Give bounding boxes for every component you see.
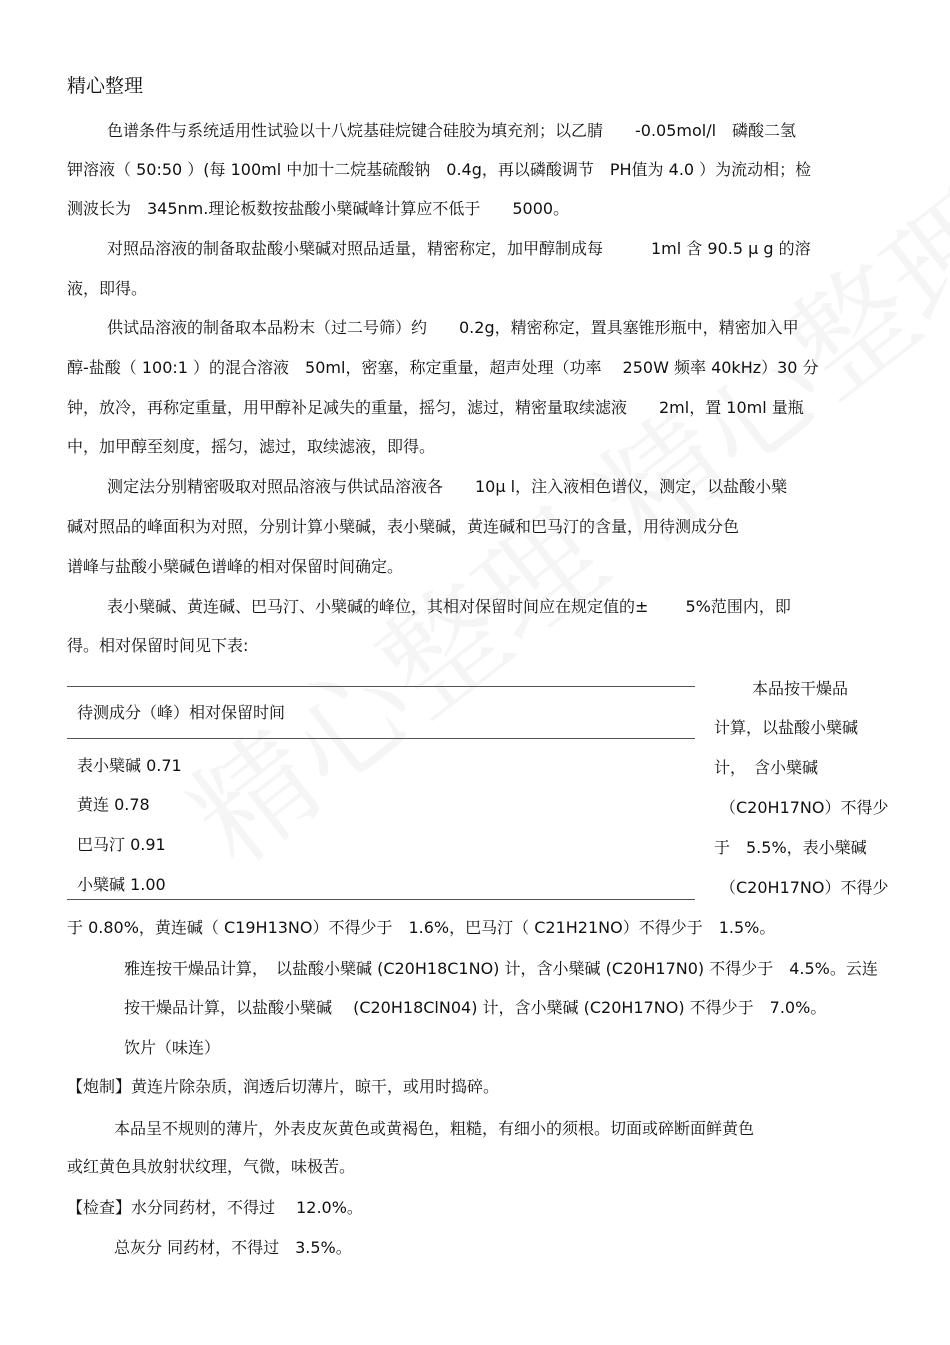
paragraph-line: 雅连按干燥品计算， 以盐酸小檗碱 (C20H18C1NO) 计，含小檗碱 (C20H17N0) 不得少于 4.5%。云连 bbox=[124, 959, 878, 978]
table-row: 巴马汀 0.91 bbox=[77, 835, 166, 854]
table-header: 待测成分（峰）相对保留时间 bbox=[77, 703, 286, 722]
side-line: 计算，以盐酸小檗碱 bbox=[714, 718, 859, 737]
section-title: 饮片（味连） bbox=[124, 1038, 221, 1057]
side-line: 计， 含小檗碱 bbox=[714, 758, 819, 777]
page-header: 精心整理 bbox=[67, 75, 144, 97]
paragraph-line: 得。相对保留时间见下表: bbox=[67, 636, 249, 655]
paragraph-line: 醇-盐酸（ 100:1 ）的混合溶液 50ml，密塞，称定重量，超声处理（功率 250W 频率 40kHz）30 分 bbox=[67, 358, 819, 377]
paragraph-line: 【炮制】黄连片除杂质，润透后切薄片，晾干，或用时捣碎。 bbox=[67, 1077, 500, 1096]
side-line: 本品按干燥品 bbox=[752, 679, 849, 698]
paragraph-line: 对照品溶液的制备取盐酸小檗碱对照品适量，精密称定，加甲醇制成每 1ml 含 90.5 μ g 的溶 bbox=[107, 239, 811, 258]
paragraph-line: 色谱条件与系统适用性试验以十八烷基硅烷键合硅胶为填充剂；以乙腈 -0.05mol/l 磷酸二氢 bbox=[107, 121, 797, 140]
table-row: 小檗碱 1.00 bbox=[77, 875, 166, 894]
table-top-rule bbox=[67, 686, 695, 687]
paragraph-line: 中，加甲醇至刻度，摇匀，滤过，取续滤液，即得。 bbox=[67, 437, 436, 456]
table-bottom-rule bbox=[67, 899, 695, 900]
paragraph-line: 【检查】水分同药材，不得过 12.0%。 bbox=[67, 1198, 363, 1217]
paragraph-line: 谱峰与盐酸小檗碱色谱峰的相对保留时间确定。 bbox=[67, 557, 404, 576]
paragraph-line: 按干燥品计算，以盐酸小檗碱 (C20H18ClN04) 计，含小檗碱 (C20H17NO) 不得少于 7.0%。 bbox=[124, 998, 827, 1017]
paragraph-line: 总灰分 同药材，不得过 3.5%。 bbox=[114, 1238, 352, 1257]
paragraph-line: 于 0.80%，黄连碱（ C19H13NO）不得少于 1.6%，巴马汀（ C21H21NO）不得少于 1.5%。 bbox=[67, 918, 776, 937]
side-line: 于 5.5%，表小檗碱 bbox=[714, 838, 867, 857]
table-header-rule bbox=[67, 738, 695, 739]
side-line: （C20H17NO）不得少 bbox=[720, 798, 889, 817]
paragraph-line: 或红黄色具放射状纹理，气微，味极苦。 bbox=[67, 1157, 356, 1176]
paragraph-line: 液，即得。 bbox=[67, 279, 148, 298]
paragraph-line: 钾溶液（ 50:50 ）(每 100ml 中加十二烷基硫酸钠 0.4g，再以磷酸调节 PH值为 4.0 ）为流动相；检 bbox=[67, 160, 812, 179]
paragraph-line: 钟，放冷，再称定重量，用甲醇补足减失的重量，摇匀，滤过，精密量取续滤液 2ml，置 10ml 量瓶 bbox=[67, 398, 804, 417]
paragraph-line: 碱对照品的峰面积为对照，分别计算小檗碱，表小檗碱，黄连碱和巴马汀的含量，用待测成分色 bbox=[67, 517, 740, 536]
paragraph-line: 测定法分别精密吸取对照品溶液与供试品溶液各 10μ l，注入液相色谱仪，测定，以盐酸小檗 bbox=[107, 477, 788, 496]
paragraph-line: 测波长为 345nm.理论板数按盐酸小檗碱峰计算应不低于 5000。 bbox=[67, 199, 570, 218]
paragraph-line: 本品呈不规则的薄片，外表皮灰黄色或黄褐色，粗糙，有细小的须根。切面或碎断面鲜黄色 bbox=[114, 1119, 755, 1138]
side-line: （C20H17NO）不得少 bbox=[720, 878, 889, 897]
table-row: 表小檗碱 0.71 bbox=[77, 756, 182, 775]
paragraph-line: 供试品溶液的制备取本品粉末（过二号筛）约 0.2g，精密称定，置具塞锥形瓶中，精密加入甲 bbox=[107, 318, 799, 337]
paragraph-line: 表小檗碱、黄连碱、巴马汀、小檗碱的峰位，其相对保留时间应在规定值的± 5%范围内，即 bbox=[107, 597, 791, 616]
table-row: 黄连 0.78 bbox=[77, 795, 150, 814]
